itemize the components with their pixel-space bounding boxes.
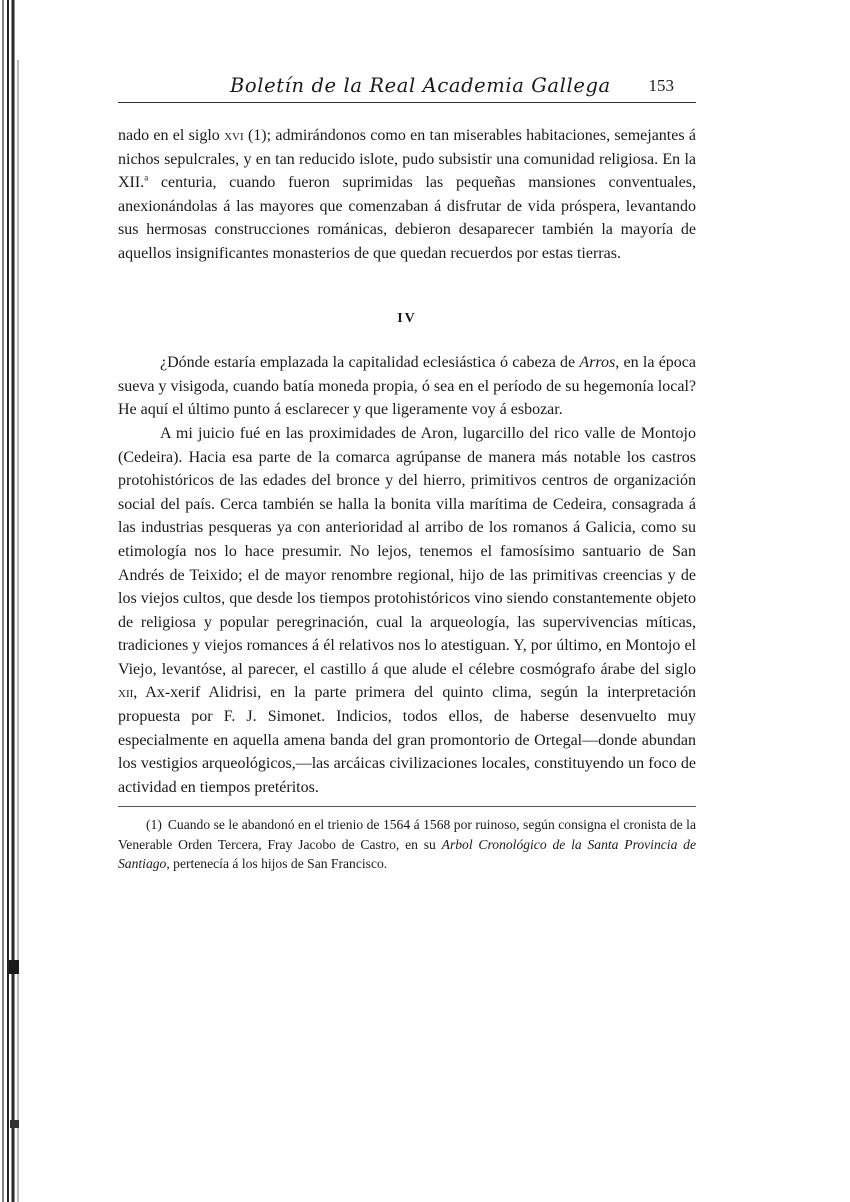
paragraph-text: centuria, cuando fueron suprimidas las pequeñas mansiones conventuales, anexionándolas á las mayores que comenzaban á disfrutar de vida próspera, levantando sus hermosas construcciones románicas, debieron desaparecer también la mayoría de aquellos insignificantes monasterios de que quedan recuerdos por estas tierras. — [118, 174, 696, 262]
paragraph-text: ¿Dónde estaría emplazada la capitalidad eclesiástica ó cabeza de — [160, 354, 580, 372]
paragraph-text: nado en el siglo — [118, 127, 225, 144]
paragraph-question — [118, 351, 696, 422]
running-head — [118, 70, 696, 104]
book-page — [118, 70, 696, 873]
century-numeral: xvi — [224, 127, 244, 144]
footnote-book-title: Arbol Cronológico de la Santa Provincia de Santiago — [118, 836, 697, 871]
footnote-text: Cuando se le abandonó en el trienio de 1564 á 1568 por ruinoso, según consigna el cronista de la Venerable Orden Tercera, Fray Jacobo de Castro, en su — [118, 817, 696, 852]
century-numeral: xii — [118, 684, 134, 702]
page-number: 153 — [648, 76, 674, 95]
paragraph-continuation — [118, 124, 696, 266]
paragraph-text: A mi juicio fué en las proximidades de Aron, lugarcillo del rico valle de Montojo (Cedeira). Hacia esa parte de la comarca agrúpanse de manera más notable los castros protohistóricos de las edades del bronce y del hierro, primitivos centros de organización social del país. Cerca también se halla la bonita villa marítima de Cedeira, consagrada á las industrias pesqueras ya con anterioridad al arribo de los romanos á Galicia, como su etimología nos lo hace presumir. No lejos, tenemos el famosísimo santuario de San Andrés de Teixido; el de mayor renombre regional, hijo de las primitivas creencias y de los viejos cultos, que desde los tiempos protohistóricos vino siendo constantemente objeto de religiosa y popular peregrinación, cual la arqueología, las supervivencias míticas, tradiciones y viejos romances á él relativos nos lo atestiguan. Y, por último, en Montojo el Viejo, levantóse, al parecer, el castillo á que alude el célebre cosmógrafo árabe del siglo — [118, 424, 696, 678]
paragraph-text: (1); admirándonos como en tan miserables habitaciones, semejantes á nichos sepulcrales, y en tan reducido islote, pudo subsistir una comunidad religiosa. En la XII. — [118, 127, 696, 192]
binding-edge — [0, 0, 26, 1202]
main-text — [118, 124, 696, 799]
footnote-marker: (1) — [146, 817, 162, 833]
paragraph-text: , Ax-xerif Alidrisi, en la parte primera del quinto clima, según la interpretación propuesta por F. J. Simonet. Indicios, todos ellos, de haberse desenvuelto muy especialmente en aquella amena banda del gran promontorio de Ortegal—donde abundan los vestigios arqueológicos,—las arcáicas civilizaciones locales, constituyendo un foco de actividad en tiempos pretéritos. — [118, 684, 696, 796]
paragraph-argument — [118, 422, 696, 800]
footnote-rule — [118, 806, 696, 807]
place-name-italic: Arros — [579, 354, 616, 372]
journal-title: Boletín de la Real Academia Gallega — [230, 74, 611, 97]
footnotes — [118, 815, 696, 873]
header-rule — [118, 102, 696, 103]
footnote-1 — [118, 815, 696, 873]
paragraph-text: , en la época sueva y visigoda, cuando batía moneda propia, ó sea en el período de su hegemonía local? He aquí el último punto á esclarecer y que ligeramente voy á esbozar. — [118, 354, 697, 419]
footnote-text: , pertenecía á los hijos de San Francisco. — [166, 855, 388, 871]
ordinal-superscript: a — [144, 172, 149, 183]
section-heading: IV — [397, 310, 417, 326]
